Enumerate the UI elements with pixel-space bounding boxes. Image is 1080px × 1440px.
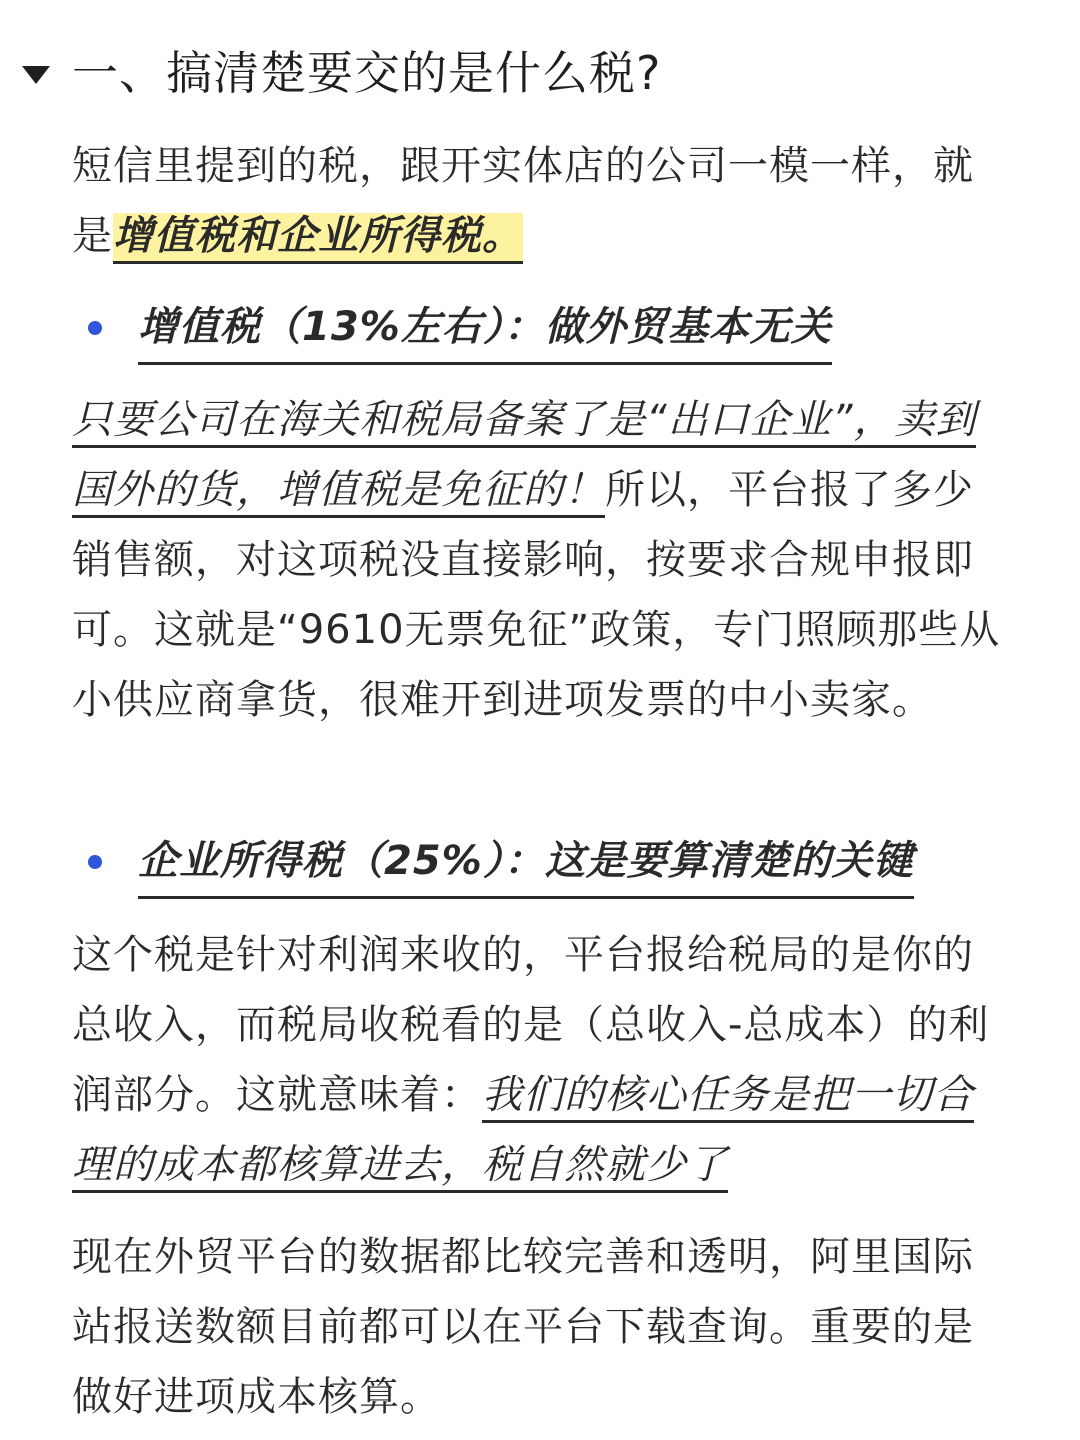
bullet-cit xyxy=(88,827,914,897)
vat-paragraph xyxy=(72,385,1002,735)
closing-paragraph xyxy=(72,1222,1002,1432)
cit-paragraph xyxy=(72,920,1002,1200)
vat-emphasis: 只要公司在海关和税局备案了是“出口企业”，卖到国外的货，增值税是免征的！ xyxy=(72,397,976,518)
intro-text: 短信里提到的税，跟开实体店的公司一模一样，就是 xyxy=(72,143,974,259)
closing-text: 现在外贸平台的数据都比较完善和透明，阿里国际站报送数额目前都可以在平台下载查询。重要的是做好进项成本核算。 xyxy=(72,1234,974,1420)
collapse-toggle-icon[interactable] xyxy=(22,66,50,84)
section-title: 一、搞清楚要交的是什么税? xyxy=(72,46,662,100)
bullet-cit-label: 企业所得税（25%）：这是要算清楚的关键 xyxy=(138,826,914,899)
vat-body: 所以，平台报了多少销售额，对这项税没直接影响，按要求合规申报即可。这就是“9610无票免征”政策，专门照顾那些从小供应商拿货，很难开到进项发票的中小卖家。 xyxy=(72,467,1001,723)
intro-paragraph xyxy=(72,131,1002,271)
bullet-dot-icon xyxy=(88,321,102,335)
intro-highlight: 增值税和企业所得税。 xyxy=(113,213,523,264)
section-heading[interactable] xyxy=(22,38,661,108)
cit-emphasis: 我们的核心任务是把一切合理的成本都核算进去，税自然就少了 xyxy=(72,1072,974,1193)
bullet-vat xyxy=(88,293,832,363)
bullet-vat-label: 增值税（13%左右）：做外贸基本无关 xyxy=(138,292,832,365)
bullet-dot-icon xyxy=(88,855,102,869)
cit-body: 这个税是针对利润来收的，平台报给税局的是你的总收入，而税局收税看的是（总收入-总成本）的利润部分。这就意味着： xyxy=(72,932,990,1118)
